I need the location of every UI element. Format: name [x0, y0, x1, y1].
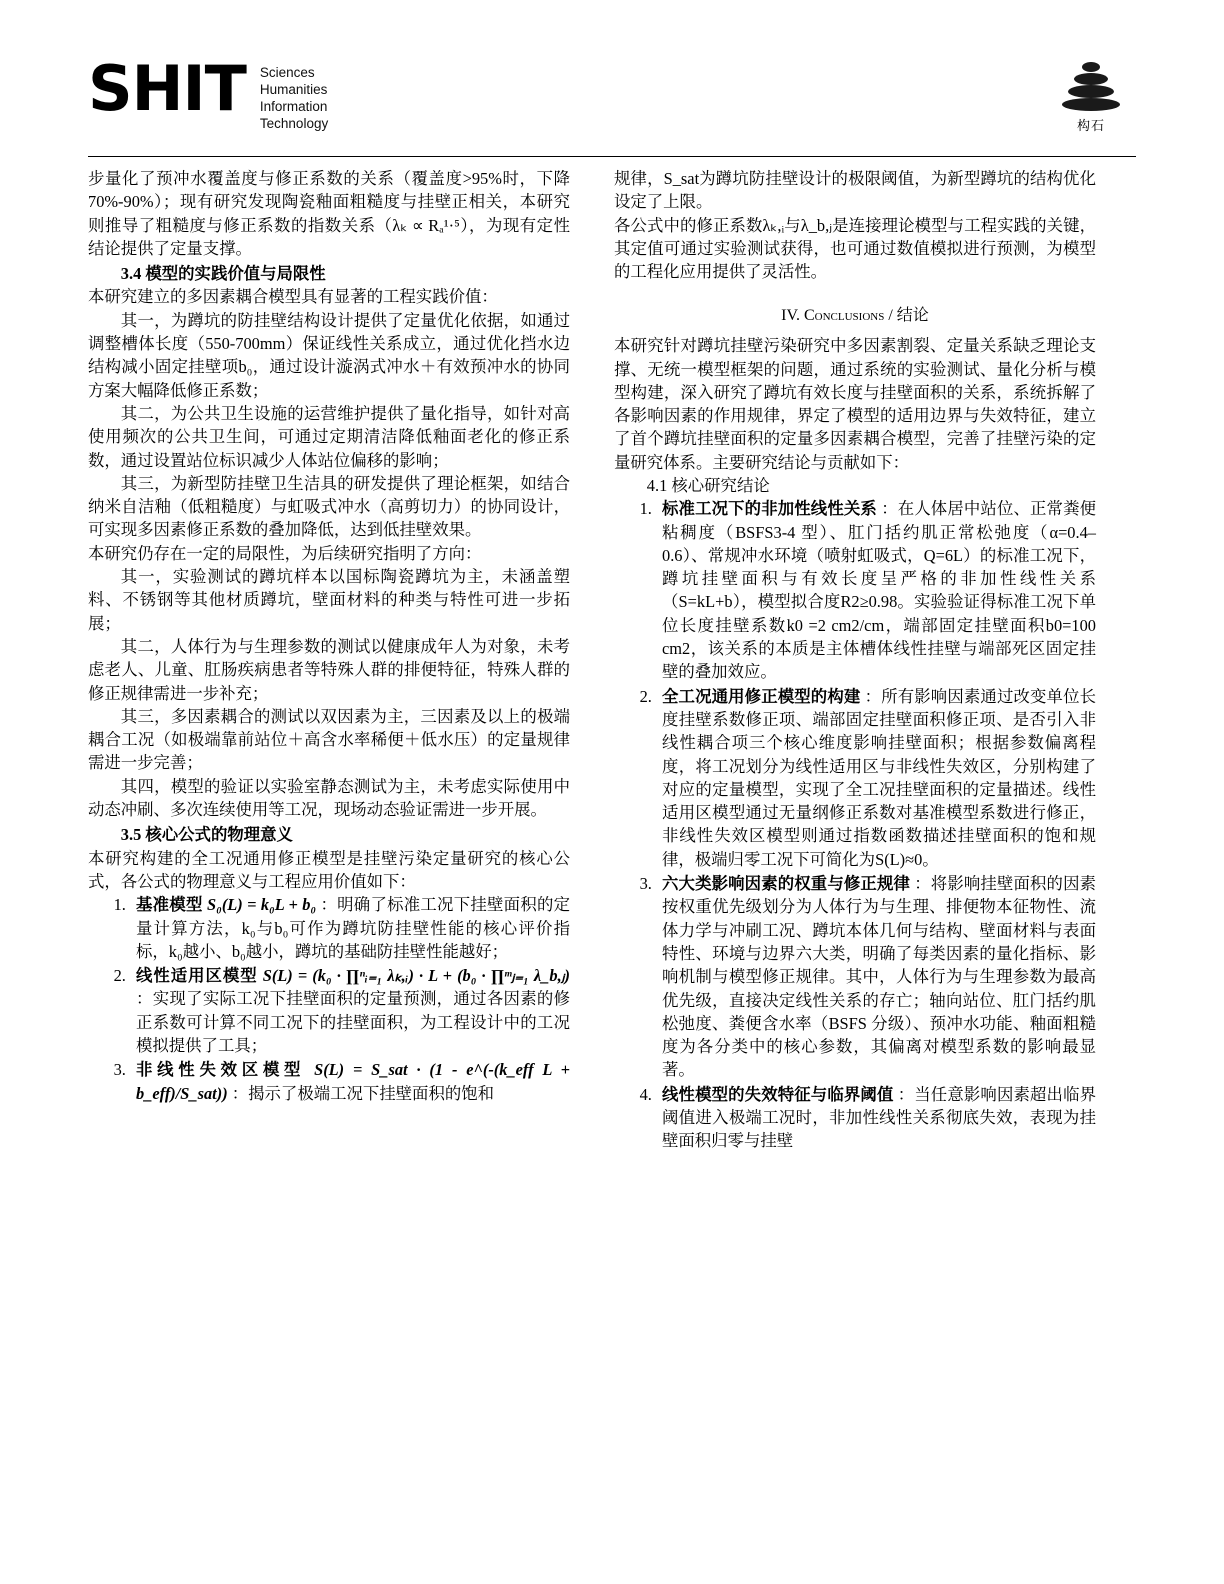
right-column — [614, 167, 1096, 1154]
conclusions-list — [614, 497, 1096, 1152]
section-number: IV. — [781, 307, 800, 325]
conclusion-title-1: 标准工况下的非加性线性关系 — [662, 499, 877, 519]
formula-title-3: 非线性失效区模型 — [136, 1060, 306, 1080]
journal-brand — [88, 52, 329, 132]
list-item — [130, 893, 570, 963]
right-para-1: 规律，S_sat为蹲坑防挂壁设计的极限阈值，为新型蹲坑的结构优化设定了上限。 — [614, 169, 1096, 212]
left-column — [88, 167, 570, 1154]
list-item — [656, 685, 1096, 871]
left-point-2: 其二，为公共卫生设施的运营维护提供了量化指导，如针对高使用频次的公共卫生间，可通过定期清洁降低釉面老化的修正系数，通过设置站位标识减少人体站位偏移的影响； — [88, 403, 570, 470]
logo-caption: 构石 — [1076, 119, 1105, 134]
left-limit-3: 其三，多因素耦合的测试以双因素为主，三因素及以上的极端耦合工况（如极端靠前站位＋高含水率稀便＋低水压）的定量规律需进一步完善； — [88, 706, 570, 773]
heading-4-1: 4.1 核心研究结论 — [646, 475, 770, 495]
brand-line-4: Technology — [259, 116, 329, 131]
brand-line-1: Sciences — [259, 65, 315, 80]
conclusion-title-4: 线性模型的失效特征与临界阈值 — [662, 1084, 894, 1104]
conclusion-title-3: 六大类影响因素的权重与修正规律 — [662, 874, 911, 894]
section-title-cn: / 结论 — [888, 307, 929, 325]
formula-title-2: 线性适用区模型 — [136, 966, 258, 986]
stacked-stones-icon — [1060, 62, 1122, 112]
list-item — [656, 1083, 1096, 1153]
formula-expr-1: S₀(L) = k₀L + b₀ — [207, 895, 317, 915]
left-para-4: 本研究构建的全工况通用修正模型是挂壁污染定量研究的核心公式，各公式的物理意义与工程应用价值如下： — [88, 848, 570, 891]
left-point-1: 其一，为蹲坑的防挂壁结构设计提供了定量优化依据，如通过调整槽体长度（550-700mm）保证线性关系成立，通过优化挡水边结构减小固定挂壁项b₀，通过设计漩涡式冲水＋有效预冲水的协同方案大幅降低修正系数； — [88, 310, 570, 400]
right-para-2: 各公式中的修正系数λₖ,ᵢ与λ_b,ⱼ是连接理论模型与工程实践的关键，其定值可通过实验测试获得，也可通过数值模拟进行预测，为模型的工程化应用提供了灵活性。 — [614, 215, 1096, 282]
conclusion-body-2: ：所有影响因素通过改变单位长度挂壁系数修正项、端部固定挂壁面积修正项、是否引入非线性耦合项三个核心维度影响挂壁面积；根据参数偏离程度，将工况划分为线性适用区与非线性失效区，分别构建了对应的定量模型，实现了全工况挂壁面积的定量描述。线性适用区模型通过无量纲修正系数对基准模型系数进行修正，非线性失效区模型则通过指数函数描述挂壁面积的饱和规律，极端归零工况下可简化为S(L)≈0。 — [662, 686, 1097, 869]
left-formula-list — [88, 893, 570, 1105]
left-point-3: 其三，为新型防挂壁卫生洁具的研发提供了理论框架，如结合纳米自洁釉（低粗糙度）与虹吸式冲水（高剪切力）的协同设计，可实现多因素修正系数的叠加降低，达到低挂壁效果。 — [88, 473, 570, 540]
two-column-body — [88, 167, 1136, 1154]
publisher-logo — [1046, 58, 1136, 134]
page-header — [88, 52, 1136, 150]
list-item — [656, 497, 1096, 683]
left-para-1: 步量化了预冲水覆盖度与修正系数的关系（覆盖度>95%时，下降70%-90%）；现有研究发现陶瓷釉面粗糙度与挂壁正相关，本研究则推导了粗糙度与修正系数的指数关系（λₖ ∝ Rₐ¹·⁵），为现有定性结论提供了定量支撑。 — [88, 169, 570, 258]
heading-3-4: 3.4 模型的实践价值与局限性 — [120, 264, 326, 284]
left-para-3: 本研究仍存在一定的局限性，为后续研究指明了方向： — [88, 543, 482, 563]
conclusion-body-4: ：当任意影响因素超出临界阈值进入极端工况时，非加性线性关系彻底失效，表现为挂壁面积归零与挂壁 — [662, 1084, 1097, 1151]
formula-title-1: 基准模型 — [136, 895, 203, 915]
formula-body-3: ：揭示了极端工况下挂壁面积的饱和 — [231, 1083, 495, 1103]
conclusion-body-1: ：在人体居中站位、正常粪便粘稠度（BSFS3-4 型）、肛门括约肌正常松弛度（α=0.4–0.6）、常规冲水环境（喷射虹吸式，Q=6L）的标准工况下，蹲坑挂壁面积与有效长度呈严格的非加性线性关系（S=kL+b），模型拟合度R2≥0.98。实验验证得标准工况下单位长度挂壁系数k0 =2 cm2/cm，端部固定挂壁面积b0=100 cm2，该关系的本质是主体槽体线性挂壁与端部死区固定挂壁的叠加效应。 — [662, 499, 1097, 682]
formula-body-1: ：明确了标准工况下挂壁面积的定量计算方法，k₀与b₀可作为蹲坑防挂壁性能的核心评价指标，k₀越小、b₀越小，蹲坑的基础防挂壁性能越好； — [136, 895, 571, 961]
brand-line-3: Information — [259, 99, 328, 114]
right-para-3: 本研究针对蹲坑挂壁污染研究中多因素割裂、定量关系缺乏理论支撑、无统一模型框架的问题，通过系统的实验测试、量化分析与模型构建，深入研究了蹲坑有效长度与挂壁面积的关系，系统拆解了各影响因素的作用规律，界定了模型的适用边界与失效特征，建立了首个蹲坑挂壁面积的定量多因素耦合模型，完善了挂壁污染的定量研究体系。主要研究结论与贡献如下： — [614, 336, 1096, 472]
brand-expansion — [260, 58, 328, 132]
formula-expr-2: S(L) = (k₀ · ∏ⁿᵢ₌₁ λₖ,ᵢ) · L + (b₀ · ∏ᵐⱼ₌₁ λ_b,ⱼ) — [262, 966, 570, 986]
formula-body-2: ：实现了实际工况下挂壁面积的定量预测，通过各因素的修正系数可计算不同工况下的挂壁面积，为工程设计中的工况模拟提供了工具； — [136, 989, 570, 1055]
heading-3-5: 3.5 核心公式的物理意义 — [120, 825, 293, 845]
header-divider — [88, 156, 1136, 157]
section-heading-conclusions — [614, 305, 1096, 328]
section-title-en: Conclusions — [804, 307, 885, 325]
brand-wordmark: SHIT — [88, 52, 246, 125]
list-item — [656, 872, 1096, 1082]
left-limit-1: 其一，实验测试的蹲坑样本以国标陶瓷蹲坑为主，未涵盖塑料、不锈钢等其他材质蹲坑，壁面材料的种类与特性可进一步拓展； — [88, 567, 570, 633]
formula-expr-3: S(L) = S_sat · (1 - e^(-(k_eff L + b_eff)/S_sat)) — [136, 1060, 570, 1103]
left-limit-2: 其二，人体行为与生理参数的测试以健康成年人为对象，未考虑老人、儿童、肛肠疾病患者等特殊人群的排便特征，特殊人群的修正规律需进一步补充； — [88, 636, 570, 703]
left-limit-4: 其四，模型的验证以实验室静态测试为主，未考虑实际使用中动态冲刷、多次连续使用等工况，现场动态验证需进一步开展。 — [88, 776, 570, 820]
list-item — [130, 964, 570, 1057]
brand-line-2: Humanities — [259, 82, 328, 97]
conclusion-body-3: ：将影响挂壁面积的因素按权重优先级划分为人体行为与生理、排便物本征物性、流体力学与冲刷工况、蹲坑本体几何与结构、壁面材料与表面特性、环境与边界六大类，明确了每类因素的量化指标、影响机制与模型修正规律。其中，人体行为与生理参数为最高优先级，直接决定线性关系的存亡；轴向站位、肛门括约肌松弛度、粪便含水率（BSFS 分级）、预冲水功能、釉面粗糙度为各分类中的核心参数，其偏离对模型系数的影响最显著。 — [662, 874, 1096, 1080]
left-para-2: 本研究建立的多因素耦合模型具有显著的工程实践价值： — [88, 287, 498, 307]
list-item — [130, 1058, 570, 1105]
conclusion-title-2: 全工况通用修正模型的构建 — [662, 686, 861, 706]
